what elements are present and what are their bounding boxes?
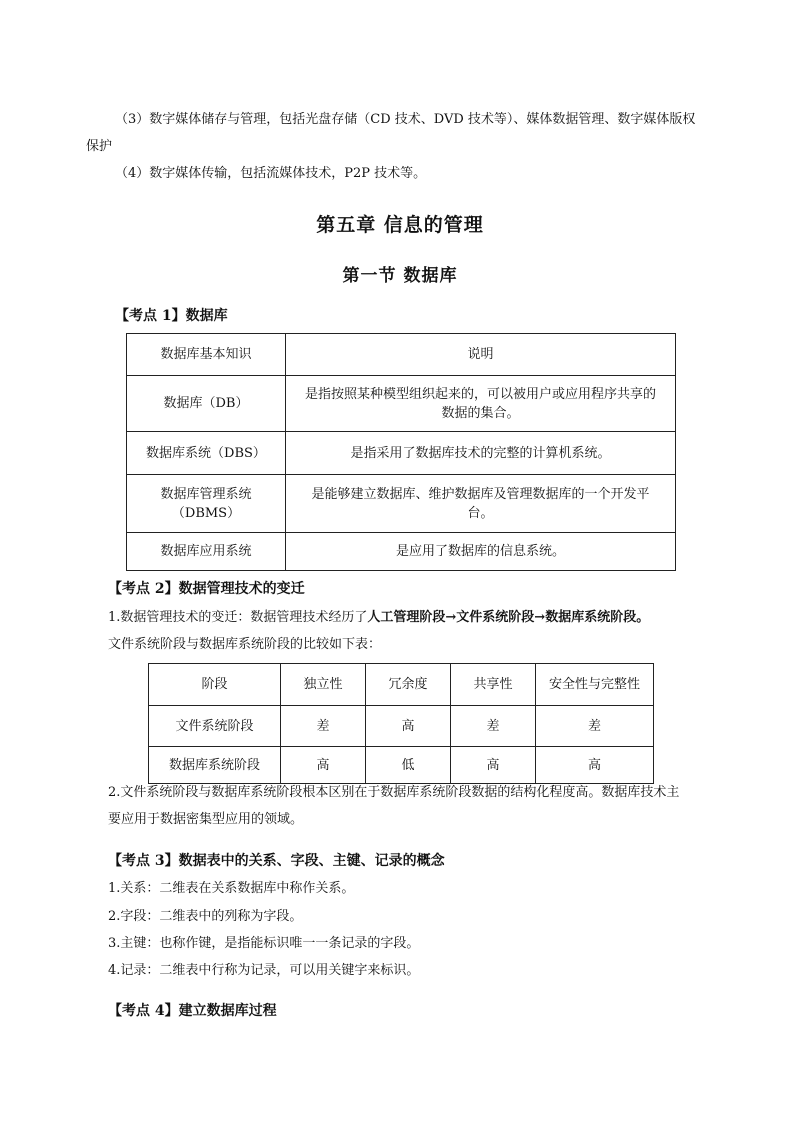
- table-cell: 差: [451, 706, 536, 747]
- table-row: [149, 706, 654, 747]
- table-header-cell: 数据库基本知识: [127, 334, 286, 376]
- table-cell: 差: [536, 706, 654, 747]
- intro-item-4: （4）数字媒体传输，包括流媒体技术，P2P 技术等。: [115, 166, 427, 181]
- table-header-cell: 安全性与完整性: [536, 664, 654, 706]
- kaodian-2-paragraph-1: [108, 609, 649, 627]
- description-cell: 是应用了数据库的信息系统。: [286, 533, 676, 571]
- term-cell: 数据库管理系统（DBMS）: [127, 475, 286, 533]
- table-cell: 高: [366, 706, 451, 747]
- kaodian-3-item: 3.主键：也称作键，是指能标识唯一一条记录的字段。: [108, 936, 420, 951]
- section-title: 第一节 数据库: [342, 266, 458, 286]
- kaodian-2-title: 【考点 2】数据管理技术的变迁: [108, 581, 305, 597]
- table-header-cell: 共享性: [451, 664, 536, 706]
- table-cell: 高: [451, 747, 536, 784]
- chapter-title: 第五章 信息的管理: [316, 214, 484, 236]
- table-row: [127, 432, 676, 475]
- table-row: [127, 376, 676, 432]
- table-row: [149, 747, 654, 784]
- description-cell: 是能够建立数据库、维护数据库及管理数据库的一个开发平台。: [286, 475, 676, 533]
- table-header-row: [149, 664, 654, 706]
- stage-comparison-table: [148, 663, 654, 784]
- description-cell: 是指按照某种模型组织起来的，可以被用户或应用程序共享的数据的集合。: [286, 376, 676, 432]
- kaodian-2-paragraph-2: 文件系统阶段与数据库系统阶段的比较如下表：: [108, 637, 382, 652]
- table-header-cell: 冗余度: [366, 664, 451, 706]
- table-cell: 低: [366, 747, 451, 784]
- table-row: [127, 475, 676, 533]
- kaodian-3-title: 【考点 3】数据表中的关系、字段、主键、记录的概念: [108, 853, 445, 869]
- table-cell: 差: [281, 706, 366, 747]
- table-cell: 高: [281, 747, 366, 784]
- kaodian-3-item: 2.字段：二维表中的列称为字段。: [108, 909, 303, 924]
- kaodian-4-title: 【考点 4】建立数据库过程: [108, 1003, 277, 1019]
- kaodian-1-title: 【考点 1】数据库: [115, 308, 228, 324]
- kaodian-3-item: 4.记录：二维表中行称为记录，可以用关键字来标识。: [108, 963, 420, 978]
- description-cell: 是指采用了数据库技术的完整的计算机系统。: [286, 432, 676, 475]
- kaodian-3-item: 1.关系：二维表在关系数据库中称作关系。: [108, 881, 355, 896]
- table-cell: 文件系统阶段: [149, 706, 281, 747]
- table-cell: 数据库系统阶段: [149, 747, 281, 784]
- table-header-cell: 说明: [286, 334, 676, 376]
- table-header-row: [127, 334, 676, 376]
- intro-item-3-cont: 保护: [86, 139, 113, 154]
- table-header-cell: 独立性: [281, 664, 366, 706]
- term-cell: 数据库系统（DBS）: [127, 432, 286, 475]
- intro-item-3: （3）数字媒体储存与管理，包括光盘存储（CD 技术、DVD 技术等）、媒体数据管理、数字媒体版权: [115, 112, 696, 127]
- table-row: [127, 533, 676, 571]
- paragraph-text: 1.数据管理技术的变迁：数据管理技术经历了: [108, 610, 368, 625]
- table-header-cell: 阶段: [149, 664, 281, 706]
- paragraph-bold-text: 人工管理阶段→文件系统阶段→数据库系统阶段。: [367, 610, 650, 625]
- kaodian-2-paragraph-3-cont: 要应用于数据密集型应用的领域。: [108, 812, 304, 827]
- kaodian-2-paragraph-3: 2.文件系统阶段与数据库系统阶段根本区别在于数据库系统阶段数据的结构化程度高。数据库技术主: [108, 785, 680, 800]
- term-cell: 数据库（DB）: [127, 376, 286, 432]
- database-basics-table: [126, 333, 676, 571]
- term-cell: 数据库应用系统: [127, 533, 286, 571]
- table-cell: 高: [536, 747, 654, 784]
